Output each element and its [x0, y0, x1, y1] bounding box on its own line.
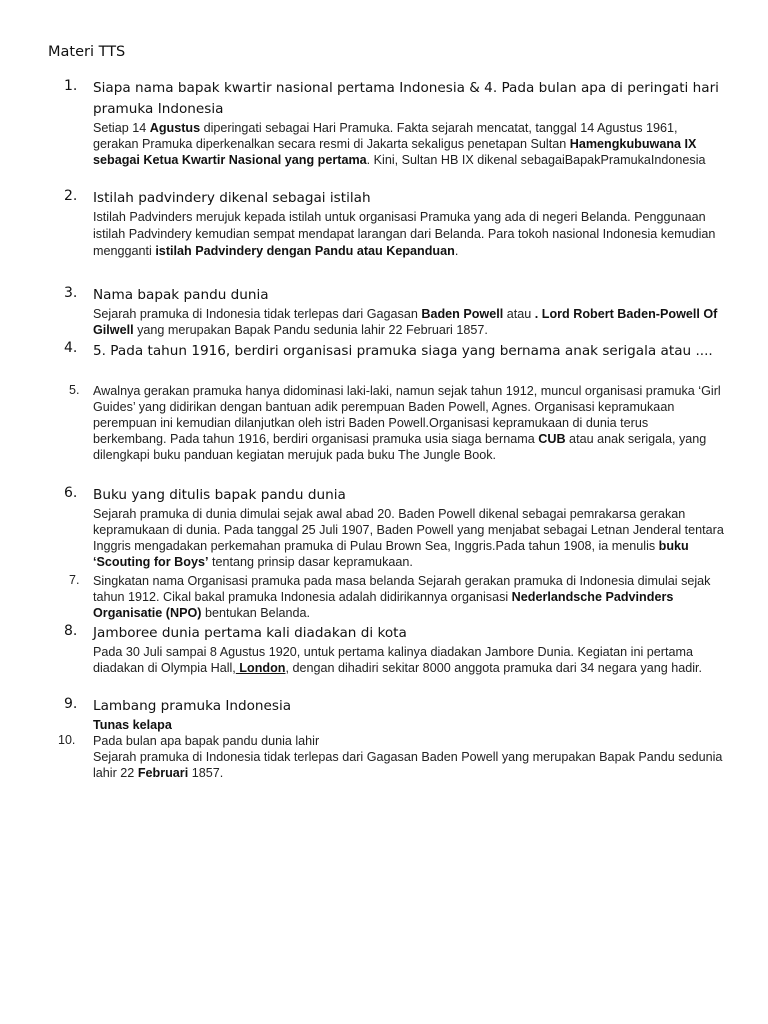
bold-text: buku ‘Scouting for Boys’	[93, 539, 689, 569]
item-body	[93, 209, 724, 260]
item-number: 2.	[64, 188, 78, 204]
text-run: Setiap 14	[93, 121, 150, 135]
item-number: 8.	[64, 623, 78, 639]
item-heading: Nama bapak pandu dunia	[93, 287, 269, 303]
bold-text: . Lord Robert Baden-Powell Of Gilwell	[93, 307, 718, 337]
text-run: Pada bulan apa bapak pandu dunia lahir	[93, 734, 320, 748]
text-run: . Kini, Sultan HB IX dikenal sebagaiBapakPramukaIndonesia	[366, 153, 706, 167]
list-item-5	[64, 383, 724, 463]
text-run: tentang prinsip dasar kepramukaan.	[208, 555, 413, 569]
text-run: Sejarah pramuka di Indonesia tidak terlepas dari Gagasan Baden Powell yang merupakan Bapak Pandu sedunia lahir 22	[93, 750, 723, 780]
bold-text: Februari	[137, 766, 189, 780]
text-run: bentukan Belanda.	[201, 606, 311, 620]
list-item-10	[58, 733, 724, 781]
item-body	[93, 383, 724, 463]
item-answer: Tunas kelapa	[93, 718, 172, 732]
item-heading: Istilah padvindery dikenal sebagai istilah	[93, 190, 371, 206]
text-run: 1857.	[188, 766, 224, 780]
text-run: .	[454, 244, 459, 258]
bold-text: istilah Padvindery dengan Pandu atau Kepanduan	[155, 244, 455, 258]
item-number: 4.	[64, 340, 78, 356]
text-run: , dengan dihadiri sekitar 8000 anggota pramuka dari 34 negara yang hadir.	[285, 661, 703, 675]
bold-text: London	[235, 661, 286, 675]
text-run: Singkatan nama Organisasi pramuka pada masa belanda Sejarah gerakan pramuka di Indonesia dimulai sejak tahun 1912. Cikal bakal pramuka Indonesia adalah didirikannya organisasi	[93, 574, 711, 604]
item-heading: Siapa nama bapak kwartir nasional pertama Indonesia & 4. Pada bulan apa di peringati hari pramuka Indonesia	[93, 80, 719, 117]
item-number: 7.	[69, 573, 80, 587]
text-run: Sejarah pramuka di dunia dimulai sejak awal abad 20. Baden Powell dikenal sebagai pemrakarsa gerakan kepramukaan di dunia. Pada tanggal 25 Juli 1907, Baden Powell yang menjabat sebagai Letnan Jenderal tentara Inggris mengadakan perkemahan pramuka di Pulau Brown Sea, Inggris.Pada tahun 1908, ia menulis	[93, 507, 724, 553]
list-item-6	[64, 485, 724, 570]
list-item-2	[64, 188, 724, 260]
item-question	[93, 733, 724, 749]
text-run: Istilah Padvinders merujuk kepada istilah untuk organisasi Pramuka yang ada di negeri Belanda. Penggunaan istilah Padvindery kemudian sempat mendapat larangan dari Belanda. Para tokoh nasional Indonesia kemudian mengganti	[93, 210, 716, 258]
text-run: Awalnya gerakan pramuka hanya didominasi laki-laki, namun sejak tahun 1912, muncul organisasi pramuka ‘Girl Guides’ yang didirikan dengan bantuan adik perempuan Baden Powell, Agnes. Organisasi kepramukaan perempuan ini kemudian dilanjutkan oleh istri Baden Powell.Organisasi kepramukaan di dunia terus berkembang. Pada tahun 1916, berdiri organisasi pramuka usia siaga bernama	[93, 384, 721, 446]
item-number: 3.	[64, 285, 78, 301]
text-run: atau	[503, 307, 535, 321]
text-run: yang merupakan Bapak Pandu sedunia lahir 22 Februari 1857.	[133, 323, 488, 337]
list-item-8	[64, 623, 724, 676]
list-item-3	[64, 285, 724, 338]
item-number: 6.	[64, 485, 78, 501]
item-number: 10.	[58, 733, 76, 747]
list-item-7	[64, 573, 724, 621]
item-number: 1.	[64, 78, 78, 94]
item-number: 9.	[64, 696, 78, 712]
bold-text: Hamengkubuwana IX sebagai Ketua Kwartir Nasional yang pertama	[93, 137, 697, 167]
text-run: Pada 30 Juli sampai 8 Agustus 1920, untuk pertama kalinya diadakan Jambore Dunia. Kegiatan ini pertama diadakan di Olympia Hall,	[93, 645, 693, 675]
item-heading: Lambang pramuka Indonesia	[93, 698, 292, 714]
document-title: Materi TTS	[48, 44, 126, 60]
item-body	[93, 120, 724, 168]
text-run: atau anak serigala, yang dilengkapi buku panduan kegiatan merujuk pada buku The Jungle Book.	[93, 432, 707, 462]
text-run: Sejarah pramuka di Indonesia tidak terlepas dari Gagasan	[93, 307, 422, 321]
item-body	[93, 749, 724, 781]
item-number: 5.	[69, 383, 80, 397]
text-run: diperingati sebagai Hari Pramuka. Fakta sejarah mencatat, tanggal 14 Agustus 1961, gerakan Pramuka diperkenalkan secara resmi di Jakarta sekaligus penetapan Sultan	[93, 121, 678, 151]
item-heading: Buku yang ditulis bapak pandu dunia	[93, 487, 346, 503]
item-heading: 5. Pada tahun 1916, berdiri organisasi pramuka siaga yang bernama anak serigala atau ....	[93, 343, 713, 359]
list-item-4	[64, 340, 724, 363]
item-body	[93, 506, 724, 570]
bold-text: Agustus	[149, 121, 201, 135]
bold-text: CUB	[538, 432, 566, 446]
list-item-9	[64, 696, 724, 733]
list-item-1	[64, 78, 724, 168]
bold-text: Baden Powell	[421, 307, 504, 321]
item-body	[93, 306, 724, 338]
bold-text: Nederlandsche Padvinders Organisatie (NPO)	[93, 590, 674, 620]
item-body	[93, 644, 724, 676]
item-heading: Jamboree dunia pertama kali diadakan di kota	[93, 625, 407, 641]
item-body	[93, 573, 724, 621]
